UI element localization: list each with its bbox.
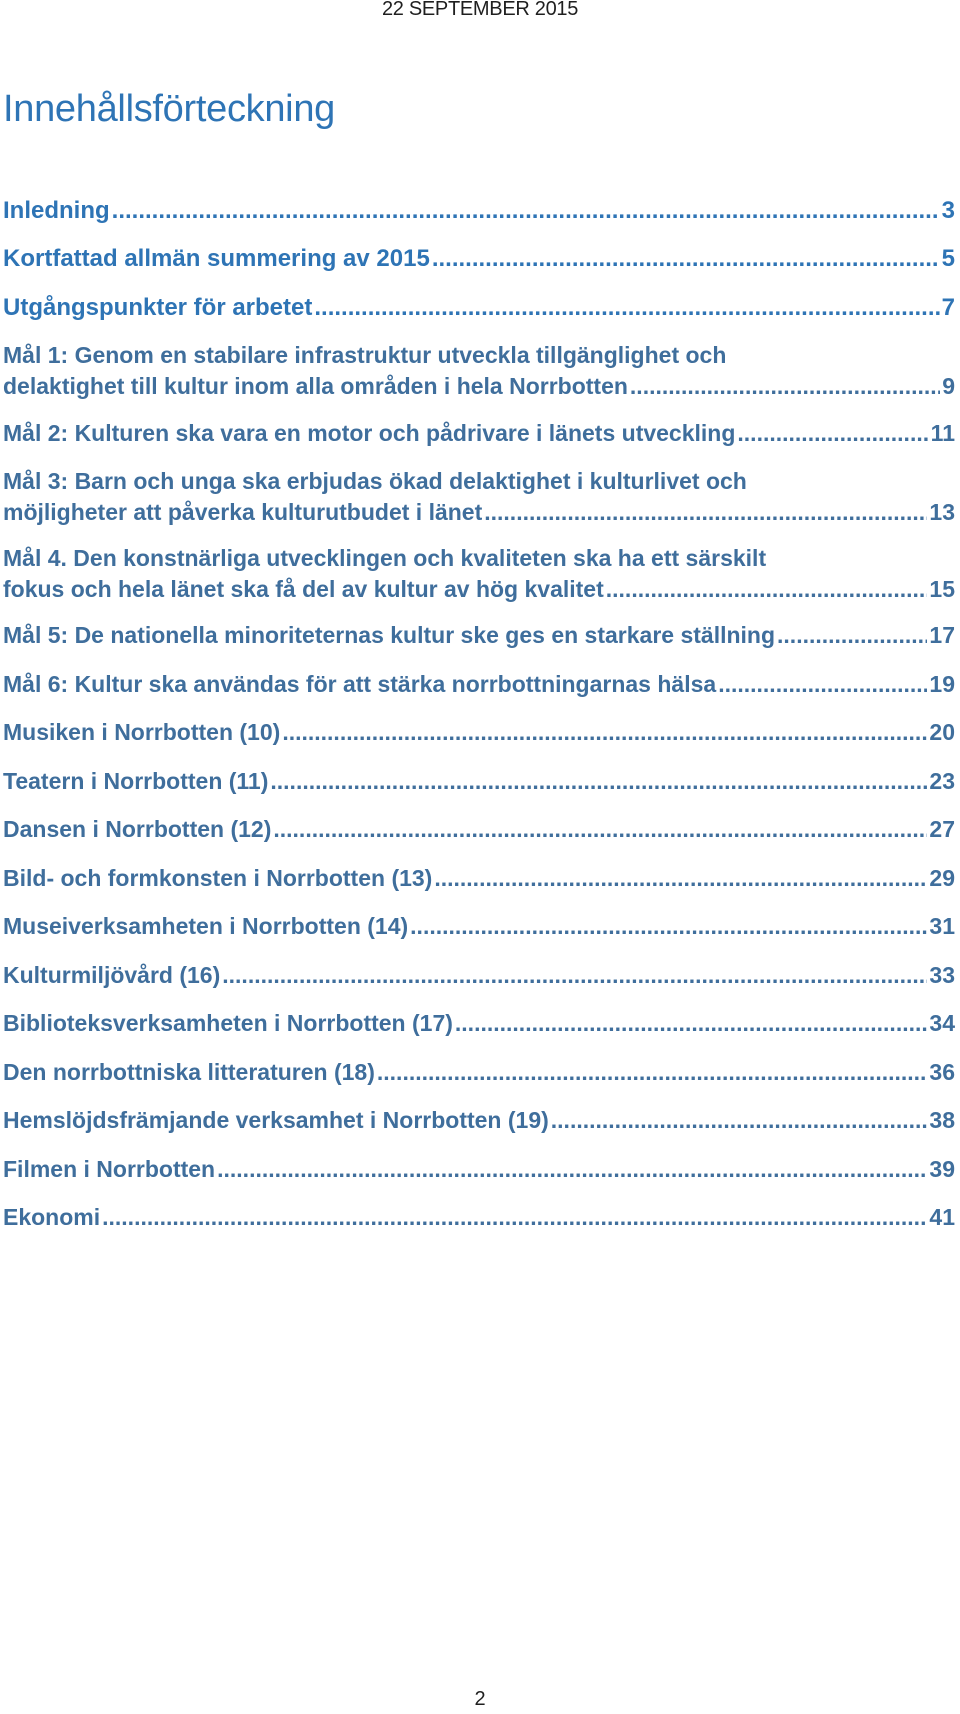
dot-leader xyxy=(718,669,927,700)
toc-entry[interactable] xyxy=(3,717,955,748)
toc-entry-line xyxy=(3,620,955,651)
toc-entry[interactable] xyxy=(3,863,955,894)
toc-entry-page: 29 xyxy=(929,865,955,891)
toc-entry-page: 23 xyxy=(929,768,955,794)
header-date: 22 SEPTEMBER 2015 xyxy=(381,0,579,20)
dot-leader xyxy=(222,960,927,991)
toc-entry-line xyxy=(3,292,955,323)
toc-entry-line xyxy=(3,340,955,371)
dot-leader xyxy=(270,766,927,797)
toc-entry-title: möjligheter att påverka kulturutbudet i länet xyxy=(3,499,483,525)
toc-entry-title: Inledning xyxy=(3,197,110,224)
toc-entry-page: 41 xyxy=(929,1204,955,1230)
dot-leader xyxy=(377,1057,928,1088)
toc-entry-line xyxy=(3,371,955,402)
dot-leader xyxy=(112,195,940,226)
toc-entry-page: 19 xyxy=(929,671,955,697)
toc-entry-line xyxy=(3,418,955,449)
toc-entry-page: 17 xyxy=(929,622,955,648)
toc-entry[interactable] xyxy=(3,669,955,700)
toc-entry-line xyxy=(3,466,955,497)
dot-leader xyxy=(551,1105,928,1136)
toc-entry-page: 36 xyxy=(929,1059,955,1085)
toc-entry[interactable] xyxy=(3,340,955,402)
dot-leader xyxy=(410,911,927,942)
toc-entry-title: Musiken i Norrbotten (10) xyxy=(3,719,281,745)
toc-entry-line xyxy=(3,863,955,894)
toc-entry-line xyxy=(3,1202,955,1233)
toc-entry[interactable] xyxy=(3,292,955,323)
page-number: 2 xyxy=(474,1688,486,1710)
toc-entry-title: Mål 3: Barn och unga ska erbjudas ökad delaktighet i kulturlivet och xyxy=(3,468,747,494)
toc-entry-page: 38 xyxy=(929,1107,955,1133)
dot-leader xyxy=(434,863,927,894)
toc-entry-title: Utgångspunkter för arbetet xyxy=(3,294,313,321)
toc-entry-title: Den norrbottniska litteraturen (18) xyxy=(3,1059,375,1085)
toc-entry-title: Hemslöjdsfrämjande verksamhet i Norrbotten (19) xyxy=(3,1107,549,1133)
toc-entry[interactable] xyxy=(3,814,955,845)
toc-entry[interactable] xyxy=(3,1008,955,1039)
toc-entry-page: 27 xyxy=(929,816,955,842)
dot-leader xyxy=(606,574,928,605)
toc-entry-title: Biblioteksverksamheten i Norrbotten (17) xyxy=(3,1010,453,1036)
toc-entry-line xyxy=(3,911,955,942)
toc-entry-title: Ekonomi xyxy=(3,1204,101,1230)
toc-entry-title: Filmen i Norrbotten xyxy=(3,1156,216,1182)
toc-entry[interactable] xyxy=(3,466,955,528)
toc-entry-page: 39 xyxy=(929,1156,955,1182)
dot-leader xyxy=(217,1154,927,1185)
toc-entry-title: Teatern i Norrbotten (11) xyxy=(3,768,269,794)
toc-entry[interactable] xyxy=(3,1057,955,1088)
dot-leader xyxy=(432,243,940,274)
toc-entry-line xyxy=(3,543,955,574)
toc-entry-title: delaktighet till kultur inom alla områden i hela Norrbotten xyxy=(3,373,628,399)
toc-entry-page: 3 xyxy=(941,197,955,224)
toc-entry-line xyxy=(3,717,955,748)
toc-entry-title: Kortfattad allmän summering av 2015 xyxy=(3,245,430,272)
toc-entry-line xyxy=(3,1154,955,1185)
toc-entry-line xyxy=(3,669,955,700)
dot-leader xyxy=(282,717,927,748)
dot-leader xyxy=(314,292,939,323)
toc-entry[interactable] xyxy=(3,1105,955,1136)
toc-entry[interactable] xyxy=(3,766,955,797)
toc-entry-title: Mål 2: Kulturen ska vara en motor och pådrivare i länets utveckling xyxy=(3,420,736,446)
toc-entry-title: Mål 5: De nationella minoriteternas kultur ske ges en starkare ställning xyxy=(3,622,776,648)
toc-entry-line xyxy=(3,960,955,991)
toc-entry-line xyxy=(3,1105,955,1136)
toc-entry-title: Kulturmiljövård (16) xyxy=(3,962,221,988)
toc-entry-page: 5 xyxy=(941,245,955,272)
toc-entry[interactable] xyxy=(3,1202,955,1233)
toc-entry-line xyxy=(3,814,955,845)
toc-entry[interactable] xyxy=(3,543,955,605)
toc-entry[interactable] xyxy=(3,1154,955,1185)
toc-entry-line xyxy=(3,1057,955,1088)
dot-leader xyxy=(273,814,927,845)
toc-entry-page: 34 xyxy=(929,1010,955,1036)
toc-title: Innehållsförteckning xyxy=(3,88,335,130)
toc-entry[interactable] xyxy=(3,418,955,449)
toc-entry-line xyxy=(3,243,955,274)
toc-entry-page: 9 xyxy=(942,373,955,399)
toc-entry-page: 33 xyxy=(929,962,955,988)
toc-entry-title: Dansen i Norrbotten (12) xyxy=(3,816,272,842)
toc-entry-page: 7 xyxy=(941,294,955,321)
dot-leader xyxy=(777,620,927,651)
dot-leader xyxy=(455,1008,928,1039)
toc-entry-title: Mål 4. Den konstnärliga utvecklingen och kvaliteten ska ha ett särskilt xyxy=(3,545,767,571)
dot-leader xyxy=(484,497,927,528)
dot-leader xyxy=(102,1202,927,1233)
toc-entry[interactable] xyxy=(3,243,955,274)
toc-entry-title: Museiverksamheten i Norrbotten (14) xyxy=(3,913,409,939)
toc-entry-line xyxy=(3,574,955,605)
toc-entry-title: Mål 6: Kultur ska användas för att stärka norrbottningarnas hälsa xyxy=(3,671,717,697)
toc-entry-line xyxy=(3,195,955,226)
toc-entry-line xyxy=(3,497,955,528)
toc-entry-page: 15 xyxy=(929,576,955,602)
toc-entry-title: Mål 1: Genom en stabilare infrastruktur utveckla tillgänglighet och xyxy=(3,342,727,368)
toc-entry-line xyxy=(3,766,955,797)
toc-entry-page: 31 xyxy=(929,913,955,939)
toc-entry-page: 13 xyxy=(929,499,955,525)
dot-leader xyxy=(630,371,940,402)
toc-entry-title: fokus och hela länet ska få del av kultur av hög kvalitet xyxy=(3,576,604,602)
toc-entry[interactable] xyxy=(3,960,955,991)
toc-entry-line xyxy=(3,1008,955,1039)
toc-entry-page: 11 xyxy=(930,420,955,446)
toc-entry[interactable] xyxy=(3,620,955,651)
toc-entry-page: 20 xyxy=(929,719,955,745)
toc-entry[interactable] xyxy=(3,911,955,942)
toc-entry[interactable] xyxy=(3,195,955,226)
toc-entry-title: Bild- och formkonsten i Norrbotten (13) xyxy=(3,865,433,891)
dot-leader xyxy=(737,418,928,449)
